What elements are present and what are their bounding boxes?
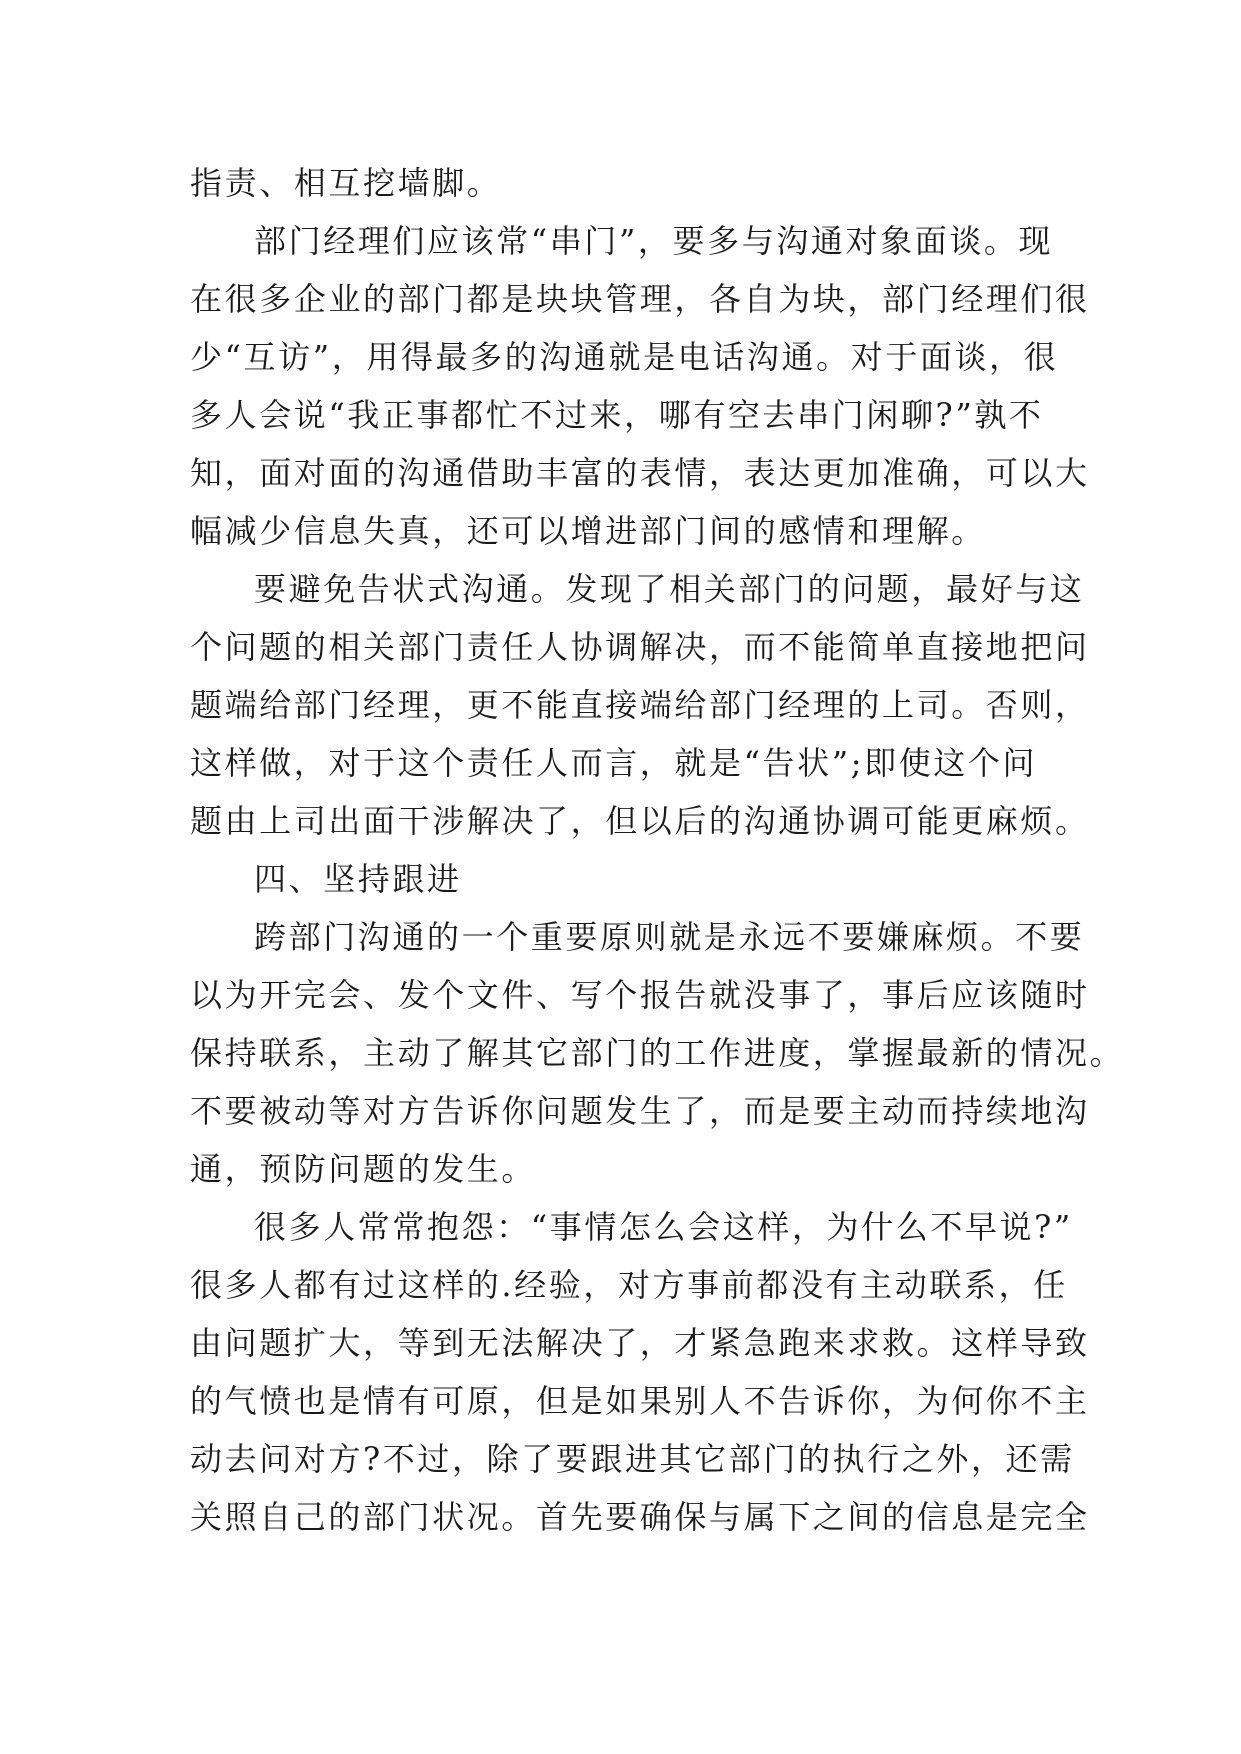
text-line: 很多人常常抱怨：“事情怎么会这样，为什么不早说?” — [254, 1208, 1073, 1246]
text-line: 多人会说“我正事都忙不过来，哪有空去串门闲聊?”孰不 — [190, 396, 1044, 434]
text-line: 动去问对方?不过，除了要跟进其它部门的执行之外，还需 — [190, 1440, 1075, 1478]
text-line: 跨部门沟通的一个重要原则就是永远不要嫌麻烦。不要 — [254, 918, 1085, 956]
paragraph-visit-departments — [190, 212, 1090, 560]
text-line: 这样做，对于这个责任人而言，就是“告状”;即使这个问 — [190, 744, 1038, 782]
section-heading-text: 四、坚持跟进 — [254, 860, 462, 898]
document-body — [190, 154, 1125, 1546]
text-line: 的气愤也是情有可原，但是如果别人不告诉你，为何你不主 — [190, 1382, 1090, 1420]
text-line: 幅减少信息失真，还可以增进部门间的感情和理解。 — [190, 512, 986, 550]
text-line: 个问题的相关部门责任人协调解决，而不能简单直接地把问 — [190, 628, 1090, 666]
paragraph-avoid-complaints — [190, 560, 1090, 850]
text-line: 通，预防问题的发生。 — [190, 1150, 537, 1188]
text-line: 指责、相互挖墙脚。 — [190, 164, 502, 202]
text-line: 关照自己的部门状况。首先要确保与属下之间的信息是完全 — [190, 1498, 1090, 1536]
text-line: 由问题扩大，等到无法解决了，才紧急跑来求救。这样导致 — [190, 1324, 1090, 1362]
text-line: 要避免告状式沟通。发现了相关部门的问题，最好与这 — [254, 570, 1085, 608]
text-line: 不要被动等对方告诉你问题发生了，而是要主动而持续地沟 — [190, 1092, 1090, 1130]
text-line: 很多人都有过这样的.经验，对方事前都没有主动联系，任 — [190, 1266, 1068, 1304]
paragraph-complaints — [190, 1198, 1090, 1546]
text-line: 保持联系，主动了解其它部门的工作进度，掌握最新的情况。 — [190, 1034, 1125, 1072]
section-heading — [190, 850, 1070, 908]
text-line: 题端给部门经理，更不能直接端给部门经理的上司。否则， — [190, 686, 1090, 724]
paragraph-follow-up — [190, 908, 1125, 1198]
paragraph-continuation — [190, 154, 1070, 212]
text-line: 在很多企业的部门都是块块管理，各自为块，部门经理们很 — [190, 280, 1090, 318]
text-line: 题由上司出面干涉解决了，但以后的沟通协调可能更麻烦。 — [190, 802, 1090, 840]
text-line: 以为开完会、发个文件、写个报告就没事了，事后应该随时 — [190, 976, 1090, 1014]
text-line: 知，面对面的沟通借助丰富的表情，表达更加准确，可以大 — [190, 454, 1090, 492]
text-line: 少“互访”，用得最多的沟通就是电话沟通。对于面谈，很 — [190, 338, 1059, 376]
text-line: 部门经理们应该常“串门”，要多与沟通对象面谈。现 — [254, 222, 1054, 260]
